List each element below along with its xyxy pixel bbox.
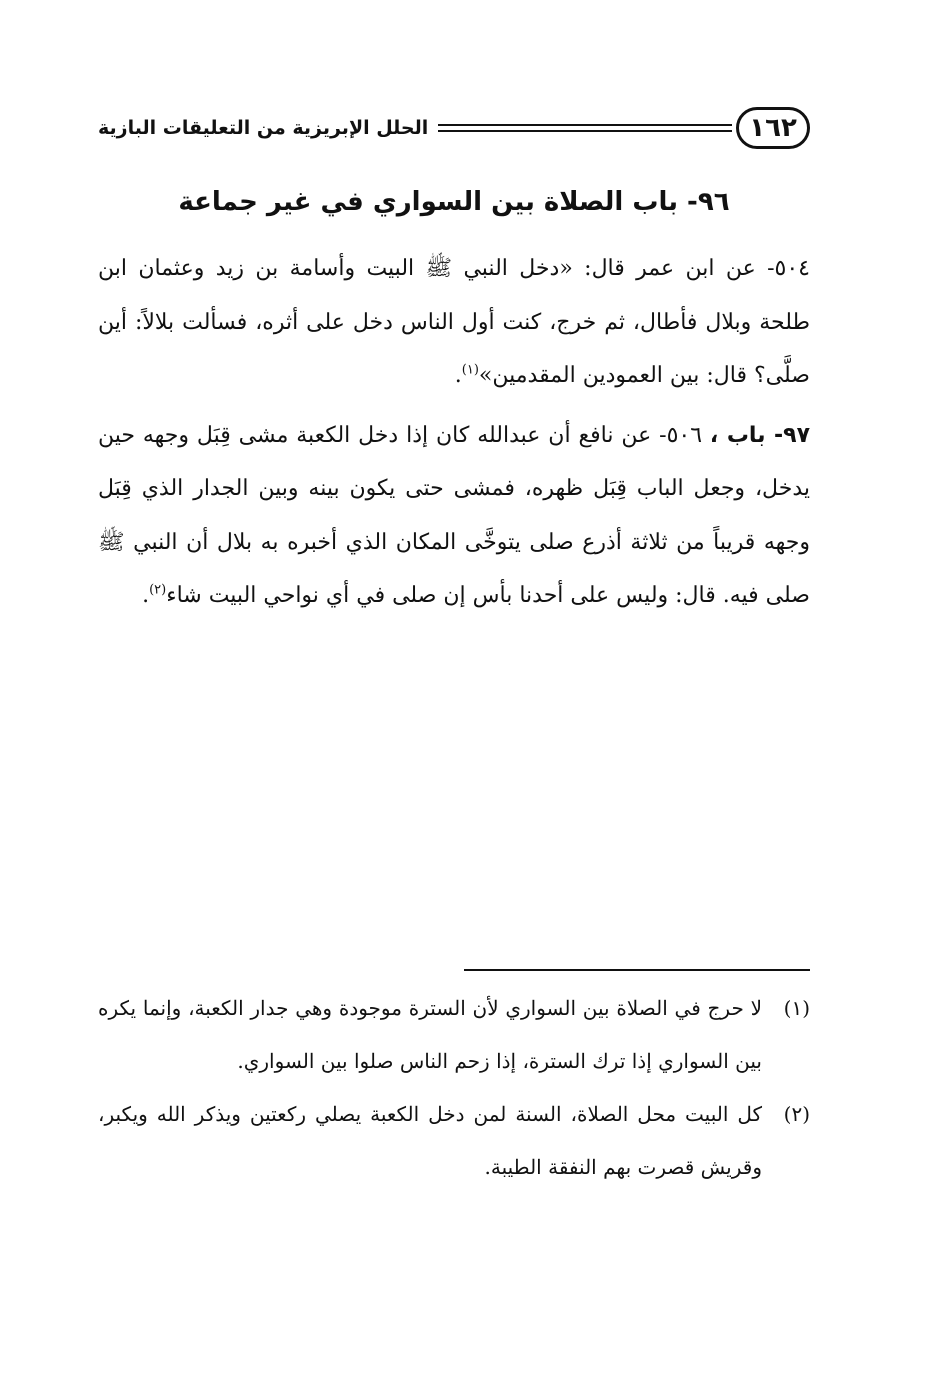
page-number: ١٦٢: [736, 107, 810, 149]
hadith-504-end: .: [454, 363, 462, 388]
hadith-504-paragraph: [98, 242, 810, 403]
footnote-1: [98, 982, 810, 1088]
hadith-504-text: ٥٠٤- عن ابن عمر قال: «دخل النبي ﷺ البيت وأسامة بن زيد وعثمان ابن طلحة وبلال فأطال، ثم خرج، كنت أول الناس دخل على أثره، فسألت بلالاً: أين صلَّى؟ قال: بين العمودين المقدمين»: [98, 256, 810, 388]
footnote-number: (٢): [783, 1102, 810, 1126]
footnote-divider: [464, 969, 810, 971]
chapter-title: ٩٦- باب الصلاة بين السواري في غير جماعة: [178, 187, 730, 217]
hadith-506-end: .: [142, 583, 150, 608]
main-text: [98, 242, 810, 629]
bab-97-label: ٩٧- باب ،: [709, 422, 810, 448]
footnote-text: لا حرج في الصلاة بين السواري لأن السترة موجودة وهي جدار الكعبة، وإنما يكره بين السواري إذا ترك السترة، إذا زحم الناس صلوا بين السواري.: [98, 996, 762, 1073]
running-header: [98, 100, 810, 156]
footnote-text: كل البيت محل الصلاة، السنة لمن دخل الكعبة يصلي ركعتين ويذكر الله ويكبر، وقريش قصرت بهم النفقة الطيبة.: [98, 1102, 762, 1179]
footnote-number: (١): [783, 996, 810, 1020]
hadith-506-text: ٥٠٦- عن نافع أن عبدالله كان إذا دخل الكعبة مشى قِبَل وجهه حين يدخل، وجعل الباب قِبَل ظهره، فمشى حتى يكون بينه وبين الجدار الذي قِبَل وجهه قريباً من ثلاثة أذرع صلى يتوخَّى المكان الذي أخبره به بلال أن النبي ﷺ صلى فيه. قال: وليس على أحدنا بأس إن صلى في أي نواحي البيت شاء: [98, 422, 810, 608]
hadith-506-paragraph: [98, 409, 810, 623]
footnotes: [98, 982, 810, 1194]
footnote-ref-1: (١): [461, 362, 479, 378]
book-title: الحلل الإبريزية من التعليقات البازية: [98, 117, 429, 139]
header-rule: [438, 124, 732, 132]
footnote-ref-2: (٢): [149, 582, 167, 598]
footnote-2: [98, 1088, 810, 1194]
